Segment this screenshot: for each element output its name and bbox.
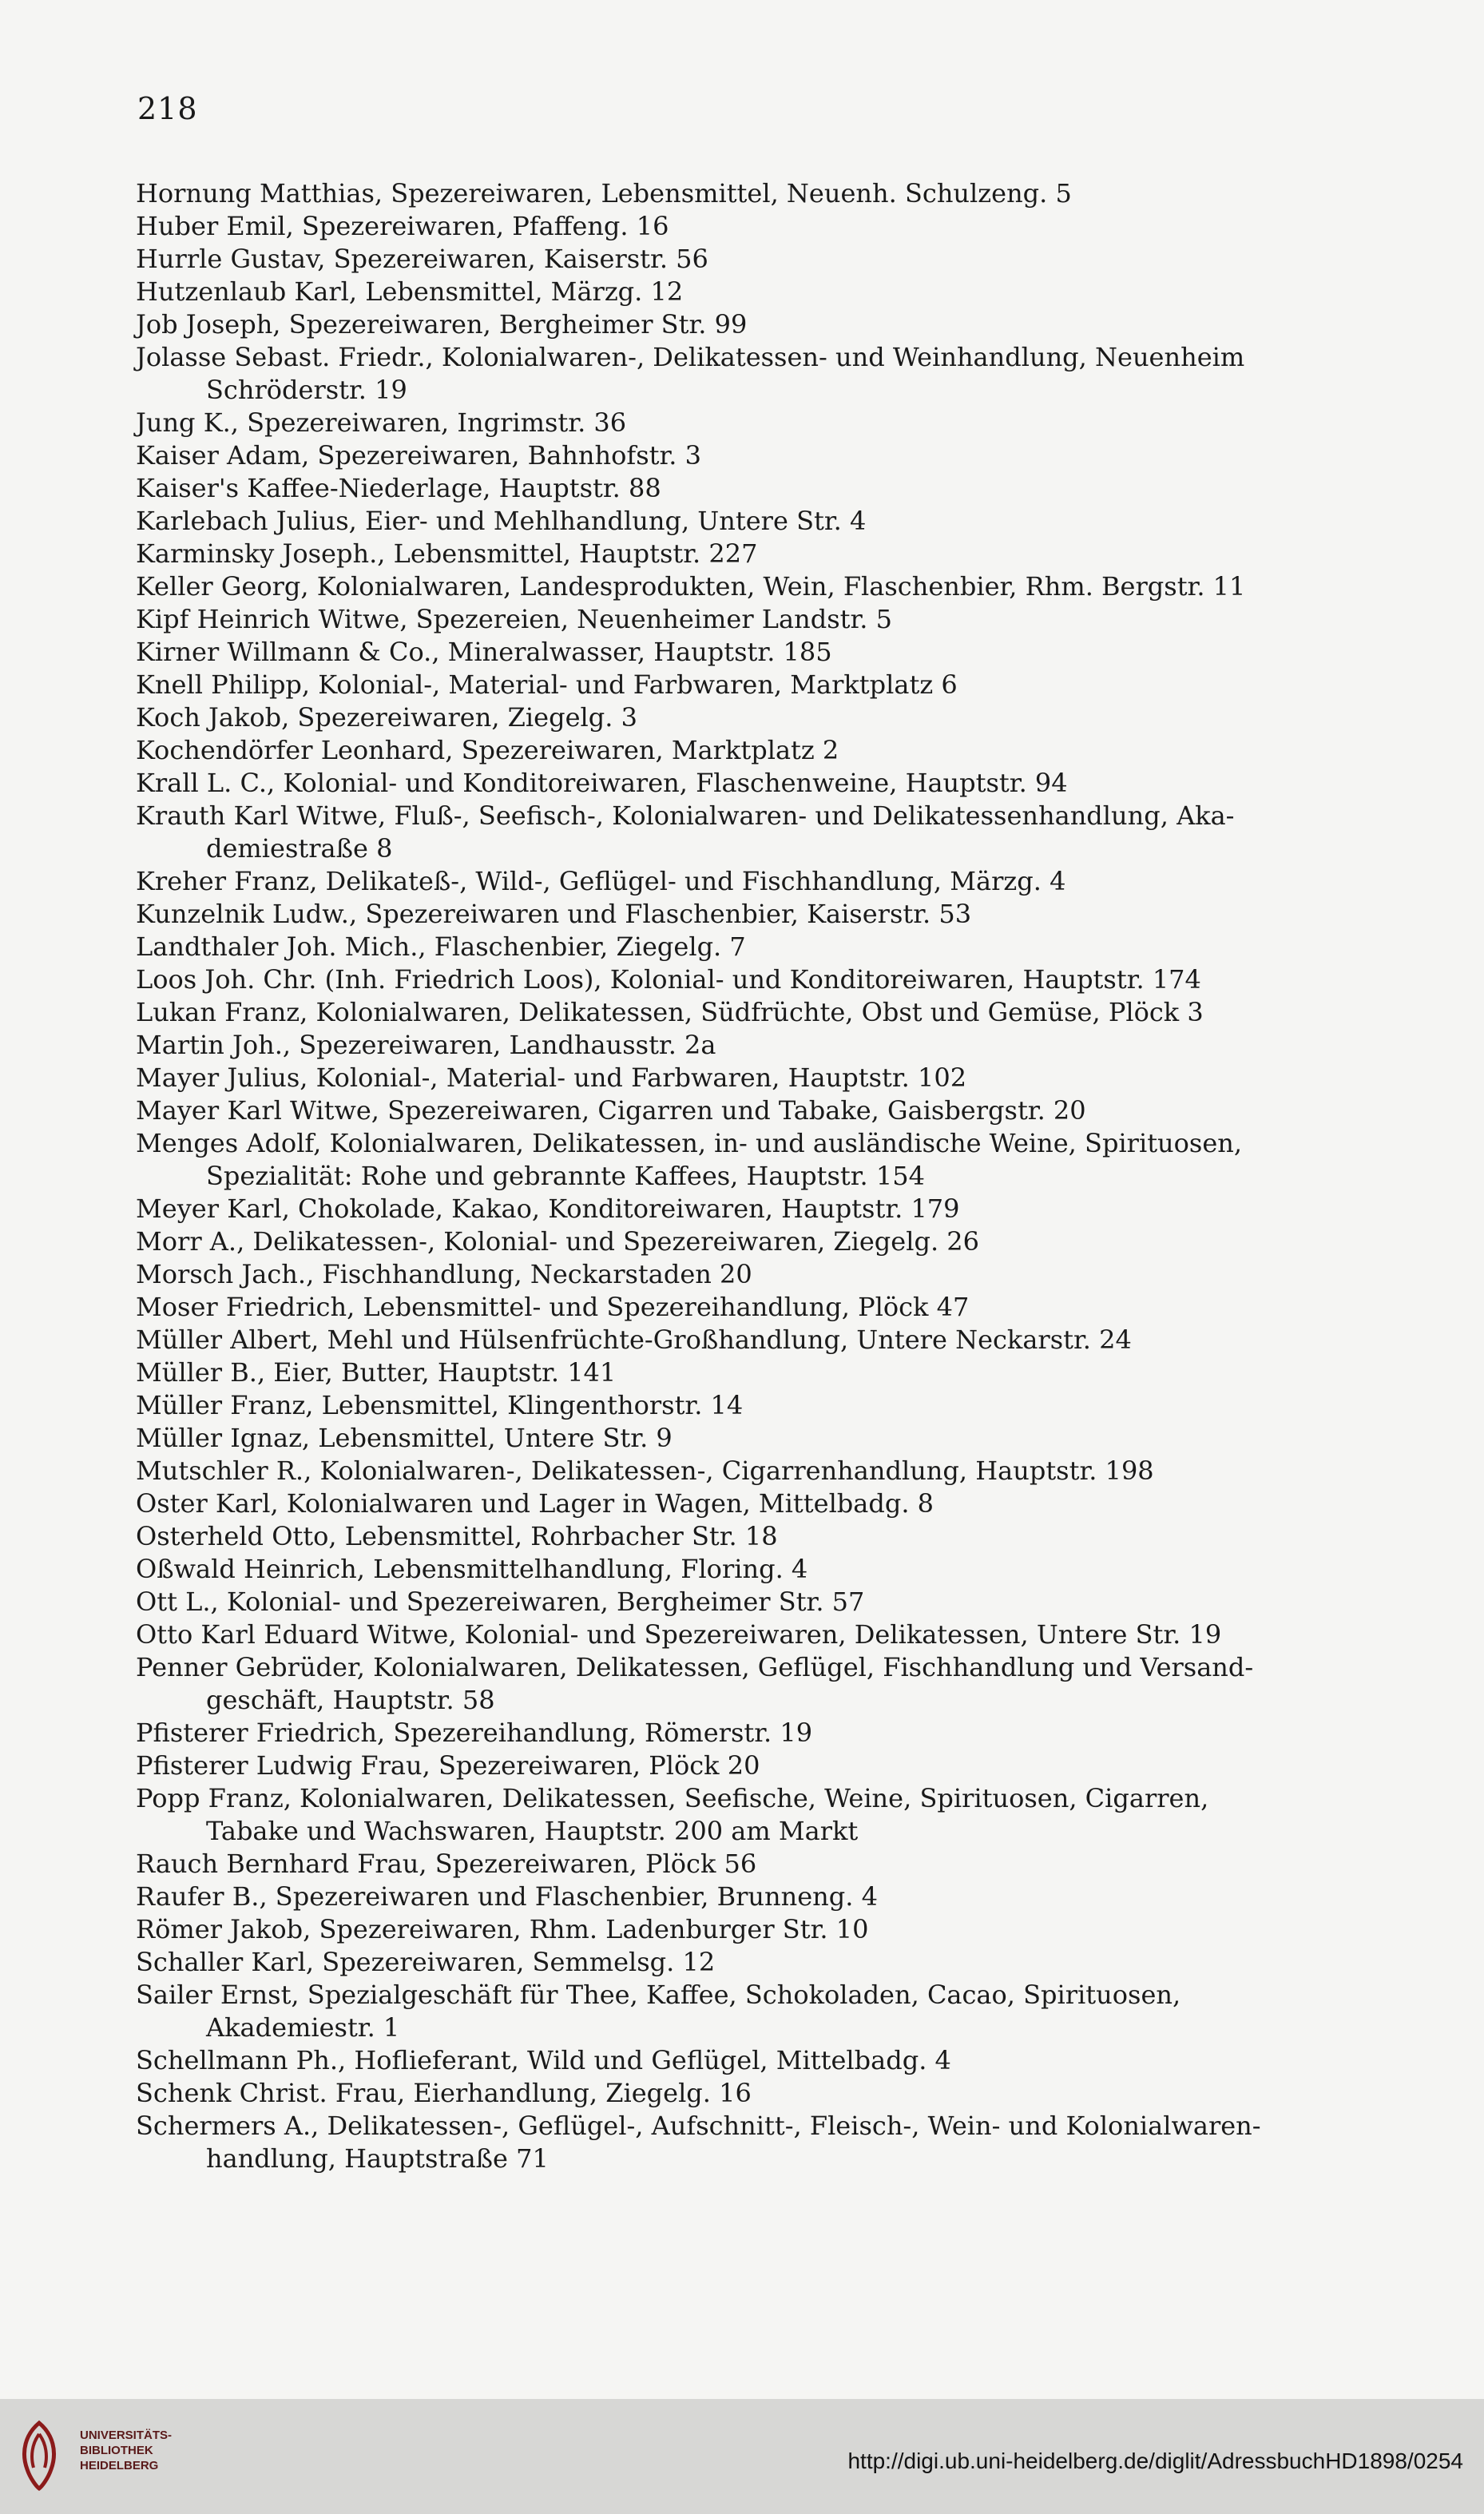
directory-entry	[136, 1127, 1446, 1193]
entry-line: Jung K., Spezereiwaren, Ingrimstr. 36	[136, 407, 627, 438]
entry-line: Popp Franz, Kolonialwaren, Delikatessen, Seefische, Weine, Spirituosen, Cigarren,	[136, 1783, 1209, 1813]
directory-entry	[136, 177, 1446, 210]
directory-entry	[136, 1455, 1446, 1487]
entry-line: Hurrle Gustav, Spezereiwaren, Kaiserstr. 56	[136, 244, 708, 274]
entry-line: Kirner Willmann & Co., Mineralwasser, Hauptstr. 185	[136, 637, 832, 667]
directory-entry	[136, 1782, 1446, 1848]
directory-entry	[136, 1651, 1446, 1717]
directory-entry	[136, 2077, 1446, 2110]
directory-entry	[136, 1258, 1446, 1291]
entry-line: Kunzelnik Ludw., Spezereiwaren und Flaschenbier, Kaiserstr. 53	[136, 899, 972, 929]
entry-line: Knell Philipp, Kolonial-, Material- und Farbwaren, Marktplatz 6	[136, 669, 958, 700]
entry-line: Osterheld Otto, Lebensmittel, Rohrbacher Str. 18	[136, 1521, 778, 1551]
directory-entry	[136, 1029, 1446, 1062]
directory-entry	[136, 734, 1446, 767]
entry-line: Oster Karl, Kolonialwaren und Lager in Wagen, Mittelbadg. 8	[136, 1488, 934, 1519]
directory-entry	[136, 2110, 1446, 2175]
directory-entry	[136, 1717, 1446, 1749]
directory-entry	[136, 407, 1446, 439]
directory-entry	[136, 996, 1446, 1029]
directory-entry	[136, 767, 1446, 800]
entry-line: Kipf Heinrich Witwe, Spezereien, Neuenheimer Landstr. 5	[136, 604, 892, 634]
library-name	[80, 2428, 172, 2473]
directory-entry	[136, 210, 1446, 243]
entry-line: Oßwald Heinrich, Lebensmittelhandlung, Floring. 4	[136, 1554, 808, 1584]
directory-entry	[136, 538, 1446, 570]
entry-continuation-line: Akademiestr. 1	[206, 2012, 400, 2043]
entry-continuation-line: handlung, Hauptstraße 71	[206, 2143, 549, 2174]
entry-line: Menges Adolf, Kolonialwaren, Delikatessen, in- und ausländische Weine, Spirituosen,	[136, 1128, 1243, 1158]
entry-line: Müller B., Eier, Butter, Hauptstr. 141	[136, 1357, 617, 1388]
directory-entry	[136, 1848, 1446, 1881]
directory-entry	[136, 1586, 1446, 1618]
directory-entry	[136, 636, 1446, 669]
entry-line: Hornung Matthias, Spezereiwaren, Lebensmittel, Neuenh. Schulzeng. 5	[136, 178, 1072, 209]
directory-entry	[136, 1291, 1446, 1324]
entry-line: Krauth Karl Witwe, Fluß-, Seefisch-, Kolonialwaren- und Delikatessenhandlung, Aka-	[136, 800, 1235, 831]
directory-entry	[136, 603, 1446, 636]
directory-entry	[136, 701, 1446, 734]
directory-entry	[136, 1913, 1446, 1946]
directory-entry	[136, 308, 1446, 341]
entry-line: Kreher Franz, Delikateß-, Wild-, Geflügel- und Fischhandlung, Märzg. 4	[136, 866, 1066, 896]
page-number: 218	[137, 91, 198, 126]
entry-line: Meyer Karl, Chokolade, Kakao, Konditoreiwaren, Hauptstr. 179	[136, 1193, 960, 1224]
entry-line: Martin Joh., Spezereiwaren, Landhausstr. 2a	[136, 1030, 716, 1060]
entry-line: Müller Albert, Mehl und Hülsenfrüchte-Großhandlung, Untere Neckarstr. 24	[136, 1325, 1132, 1355]
directory-entry	[136, 1225, 1446, 1258]
entry-continuation-line: geschäft, Hauptstr. 58	[206, 1685, 495, 1715]
entry-line: Schellmann Ph., Hoflieferant, Wild und Geflügel, Mittelbadg. 4	[136, 2045, 951, 2075]
entry-line: Morsch Jach., Fischhandlung, Neckarstaden 20	[136, 1259, 752, 1289]
entry-line: Mayer Karl Witwe, Spezereiwaren, Cigarren und Tabake, Gaisbergstr. 20	[136, 1095, 1086, 1126]
directory-entry	[136, 1389, 1446, 1422]
directory-entry	[136, 1618, 1446, 1651]
entry-continuation-line: demiestraße 8	[206, 833, 393, 864]
entry-continuation-line: Tabake und Wachswaren, Hauptstr. 200 am Markt	[206, 1816, 859, 1846]
library-name-line: UNIVERSITÄTS-	[80, 2429, 173, 2442]
entry-line: Schaller Karl, Spezereiwaren, Semmelsg. 12	[136, 1947, 716, 1977]
entry-line: Schermers A., Delikatessen-, Geflügel-, Aufschnitt-, Fleisch-, Wein- und Kolonialwaren-	[136, 2111, 1261, 2141]
directory-entry	[136, 1520, 1446, 1553]
directory-entry	[136, 1422, 1446, 1455]
entry-line: Koch Jakob, Spezereiwaren, Ziegelg. 3	[136, 702, 637, 733]
entry-line: Morr A., Delikatessen-, Kolonial- und Spezereiwaren, Ziegelg. 26	[136, 1226, 979, 1257]
directory-entry	[136, 1553, 1446, 1586]
entry-line: Mutschler R., Kolonialwaren-, Delikatessen-, Cigarrenhandlung, Hauptstr. 198	[136, 1456, 1154, 1486]
directory-entry	[136, 570, 1446, 603]
directory-entries	[136, 177, 1446, 2175]
directory-entry	[136, 1979, 1446, 2044]
entry-line: Hutzenlaub Karl, Lebensmittel, Märzg. 12	[136, 276, 684, 307]
entry-line: Keller Georg, Kolonialwaren, Landesprodukten, Wein, Flaschenbier, Rhm. Bergstr. 11	[136, 571, 1246, 602]
entry-line: Moser Friedrich, Lebensmittel- und Spezereihandlung, Plöck 47	[136, 1292, 970, 1322]
directory-entry	[136, 439, 1446, 472]
directory-entry	[136, 1193, 1446, 1225]
directory-entry	[136, 1946, 1446, 1979]
entry-line: Huber Emil, Spezereiwaren, Pfaffeng. 16	[136, 211, 669, 241]
directory-entry	[136, 505, 1446, 538]
entry-line: Loos Joh. Chr. (Inh. Friedrich Loos), Kolonial- und Konditoreiwaren, Hauptstr. 174	[136, 964, 1201, 995]
directory-entry	[136, 243, 1446, 276]
entry-line: Römer Jakob, Spezereiwaren, Rhm. Ladenburger Str. 10	[136, 1914, 869, 1944]
directory-entry	[136, 1094, 1446, 1127]
entry-line: Job Joseph, Spezereiwaren, Bergheimer Str. 99	[136, 309, 748, 340]
entry-line: Pfisterer Ludwig Frau, Spezereiwaren, Plöck 20	[136, 1750, 760, 1781]
directory-entry	[136, 865, 1446, 898]
directory-entry	[136, 800, 1446, 865]
entry-line: Raufer B., Spezereiwaren und Flaschenbier, Brunneng. 4	[136, 1881, 878, 1912]
entry-line: Landthaler Joh. Mich., Flaschenbier, Ziegelg. 7	[136, 931, 746, 962]
entry-line: Kochendörfer Leonhard, Spezereiwaren, Marktplatz 2	[136, 735, 839, 765]
directory-entry	[136, 2044, 1446, 2077]
library-name-line: BIBLIOTHEK	[80, 2444, 153, 2457]
directory-entry	[136, 898, 1446, 931]
directory-entry	[136, 1881, 1446, 1913]
entry-line: Krall L. C., Kolonial- und Konditoreiwaren, Flaschenweine, Hauptstr. 94	[136, 768, 1068, 798]
library-name-line: HEIDELBERG	[80, 2459, 159, 2472]
directory-entry	[136, 1749, 1446, 1782]
directory-entry	[136, 963, 1446, 996]
entry-continuation-line: Schröderstr. 19	[206, 375, 407, 405]
directory-entry	[136, 931, 1446, 963]
entry-line: Sailer Ernst, Spezialgeschäft für Thee, Kaffee, Schokoladen, Cacao, Spirituosen,	[136, 1980, 1181, 2010]
library-logo-icon	[16, 2420, 62, 2492]
entry-continuation-line: Spezialität: Rohe und gebrannte Kaffees, Hauptstr. 154	[206, 1161, 925, 1191]
entry-line: Schenk Christ. Frau, Eierhandlung, Ziegelg. 16	[136, 2078, 752, 2108]
directory-entry	[136, 1062, 1446, 1094]
directory-entry	[136, 1324, 1446, 1356]
entry-line: Kaiser Adam, Spezereiwaren, Bahnhofstr. 3	[136, 440, 701, 471]
entry-line: Otto Karl Eduard Witwe, Kolonial- und Spezereiwaren, Delikatessen, Untere Str. 19	[136, 1619, 1222, 1650]
directory-entry	[136, 472, 1446, 505]
entry-line: Karminsky Joseph., Lebensmittel, Hauptstr. 227	[136, 538, 758, 569]
entry-line: Müller Franz, Lebensmittel, Klingenthorstr. 14	[136, 1390, 744, 1420]
directory-entry	[136, 1356, 1446, 1389]
entry-line: Müller Ignaz, Lebensmittel, Untere Str. 9	[136, 1423, 673, 1453]
entry-line: Pfisterer Friedrich, Spezereihandlung, Römerstr. 19	[136, 1718, 813, 1748]
directory-entry	[136, 276, 1446, 308]
entry-line: Penner Gebrüder, Kolonialwaren, Delikatessen, Geflügel, Fischhandlung und Versand-	[136, 1652, 1254, 1682]
entry-line: Jolasse Sebast. Friedr., Kolonialwaren-, Delikatessen- und Weinhandlung, Neuenheim	[136, 342, 1245, 372]
source-url-link[interactable]: http://digi.ub.uni-heidelberg.de/diglit/AdressbuchHD1898/0254	[847, 2448, 1463, 2473]
directory-entry	[136, 1487, 1446, 1520]
entry-line: Karlebach Julius, Eier- und Mehlhandlung, Untere Str. 4	[136, 506, 867, 536]
directory-entry	[136, 669, 1446, 701]
entry-line: Ott L., Kolonial- und Spezereiwaren, Bergheimer Str. 57	[136, 1587, 865, 1617]
entry-line: Kaiser's Kaffee-Niederlage, Hauptstr. 88	[136, 473, 661, 503]
entry-line: Rauch Bernhard Frau, Spezereiwaren, Plöck 56	[136, 1849, 757, 1879]
footer-bar	[0, 2399, 1484, 2514]
entry-line: Mayer Julius, Kolonial-, Material- und Farbwaren, Hauptstr. 102	[136, 1062, 967, 1093]
entry-line: Lukan Franz, Kolonialwaren, Delikatessen, Südfrüchte, Obst und Gemüse, Plöck 3	[136, 997, 1204, 1027]
directory-entry	[136, 341, 1446, 407]
